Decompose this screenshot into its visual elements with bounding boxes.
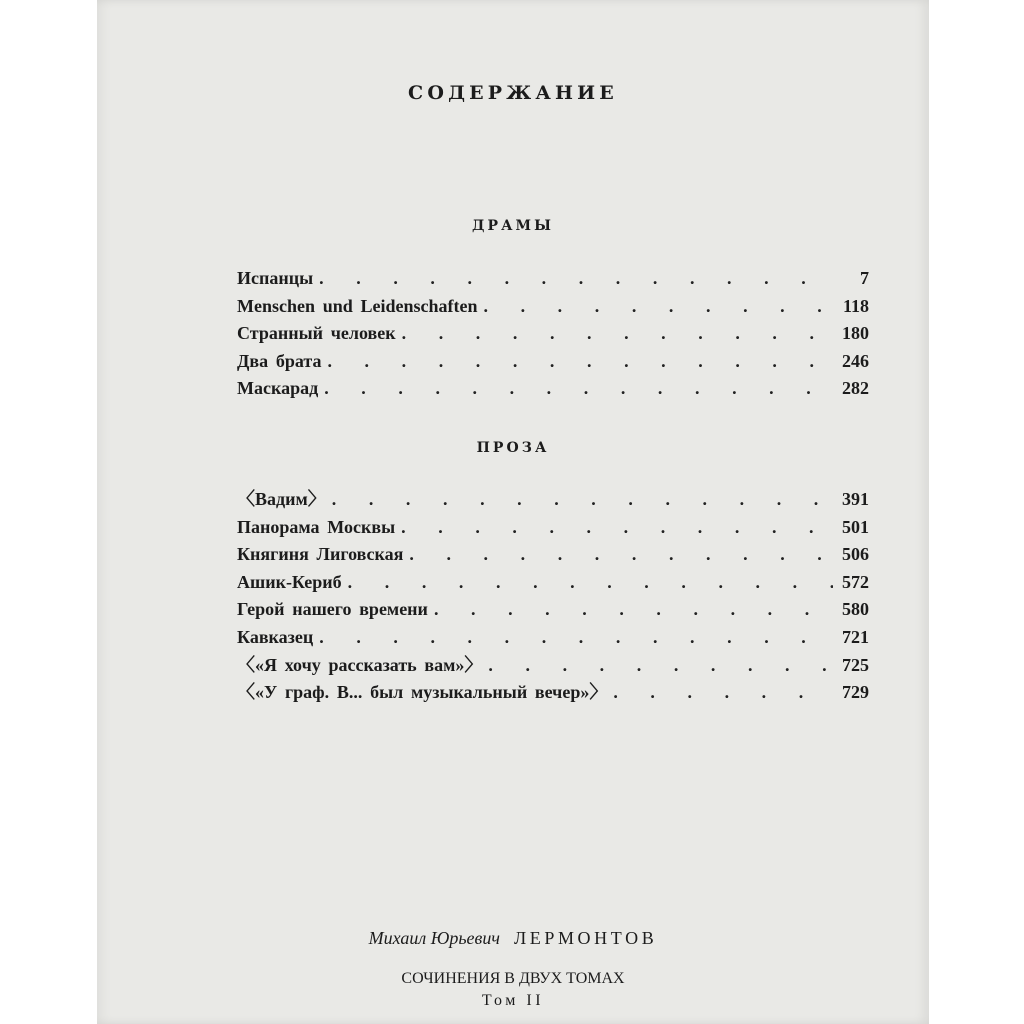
toc-entry (237, 486, 869, 514)
toc-entry (237, 541, 869, 569)
toc-entry-title: Испанцы (237, 268, 314, 288)
toc-entry-title: Menschen und Leidenschaften (237, 295, 478, 316)
toc-entry-title: 〈«Я хочу рассказать вам»〉 (237, 654, 483, 675)
dot-leader (348, 569, 833, 597)
dot-leader (613, 679, 833, 707)
work-title: СОЧИНЕНИЯ В ДВУХ ТОМАХ (401, 970, 625, 987)
toc-entry (237, 569, 869, 597)
toc-entry-title: 〈Вадим〉 (237, 489, 326, 509)
toc-entry-page: 572 (842, 571, 869, 592)
volume-label: Том II (481, 992, 545, 1009)
toc-entry-page: 118 (842, 295, 869, 316)
toc-entry-page: 7 (860, 268, 869, 288)
dot-leader (319, 265, 833, 293)
toc-entry (237, 375, 869, 403)
toc-entry-page: 725 (842, 654, 869, 675)
toc-entry-title: Княгиня Лиговская (237, 544, 404, 565)
section-heading-proza: ПРОЗА (476, 440, 550, 456)
dot-leader (319, 624, 833, 652)
dot-leader (401, 514, 833, 542)
book-page (97, 0, 929, 1024)
dot-leader (327, 348, 833, 376)
toc-entry-page: 506 (842, 544, 869, 565)
author-last-name: ЛЕРМОНТОВ (513, 928, 658, 948)
dot-leader (488, 652, 833, 680)
toc-entry (237, 514, 869, 542)
toc-entry (237, 624, 869, 652)
toc-entry (237, 348, 869, 376)
dot-leader (402, 320, 833, 348)
toc-entry-title: Панорама Москвы (237, 516, 396, 537)
toc-entry (237, 265, 869, 293)
dot-leader (409, 541, 833, 569)
toc-entry-page: 391 (842, 489, 869, 509)
toc-entry-page: 580 (842, 599, 869, 620)
toc-entry-page: 180 (842, 323, 869, 344)
author-name (97, 928, 929, 949)
toc-entry (237, 596, 869, 624)
toc-entry-title: Ашик-Кериб (237, 571, 342, 592)
toc-entry (237, 293, 869, 321)
toc-entry-page: 246 (842, 350, 869, 371)
page-title: СОДЕРЖАНИЕ (408, 82, 618, 104)
dot-leader (324, 375, 833, 403)
toc-entry-page: 501 (842, 516, 869, 537)
toc-entry (237, 679, 869, 707)
toc-list-dramy (237, 265, 869, 403)
dot-leader (332, 486, 833, 514)
toc-entry-title: Кавказец (237, 626, 314, 647)
toc-entry-title: Странный человек (237, 323, 396, 344)
toc-entry-page: 282 (842, 378, 869, 399)
toc-entry-title: Два брата (237, 350, 322, 371)
toc-entry-title: Герой нашего времени (237, 599, 428, 620)
toc-entry-title: 〈«У граф. В... был музыкальный вечер»〉 (237, 682, 608, 703)
toc-entry (237, 320, 869, 348)
author-first-name: Михаил Юрьевич (368, 928, 500, 948)
toc-entry-page: 721 (842, 626, 869, 647)
toc-entry-title: Маскарад (237, 378, 319, 399)
dot-leader (484, 293, 833, 321)
toc-entry-page: 729 (842, 682, 869, 703)
dot-leader (434, 596, 833, 624)
toc-list-proza (237, 486, 869, 707)
section-heading-dramy: ДРАМЫ (471, 218, 555, 234)
toc-entry (237, 652, 869, 680)
